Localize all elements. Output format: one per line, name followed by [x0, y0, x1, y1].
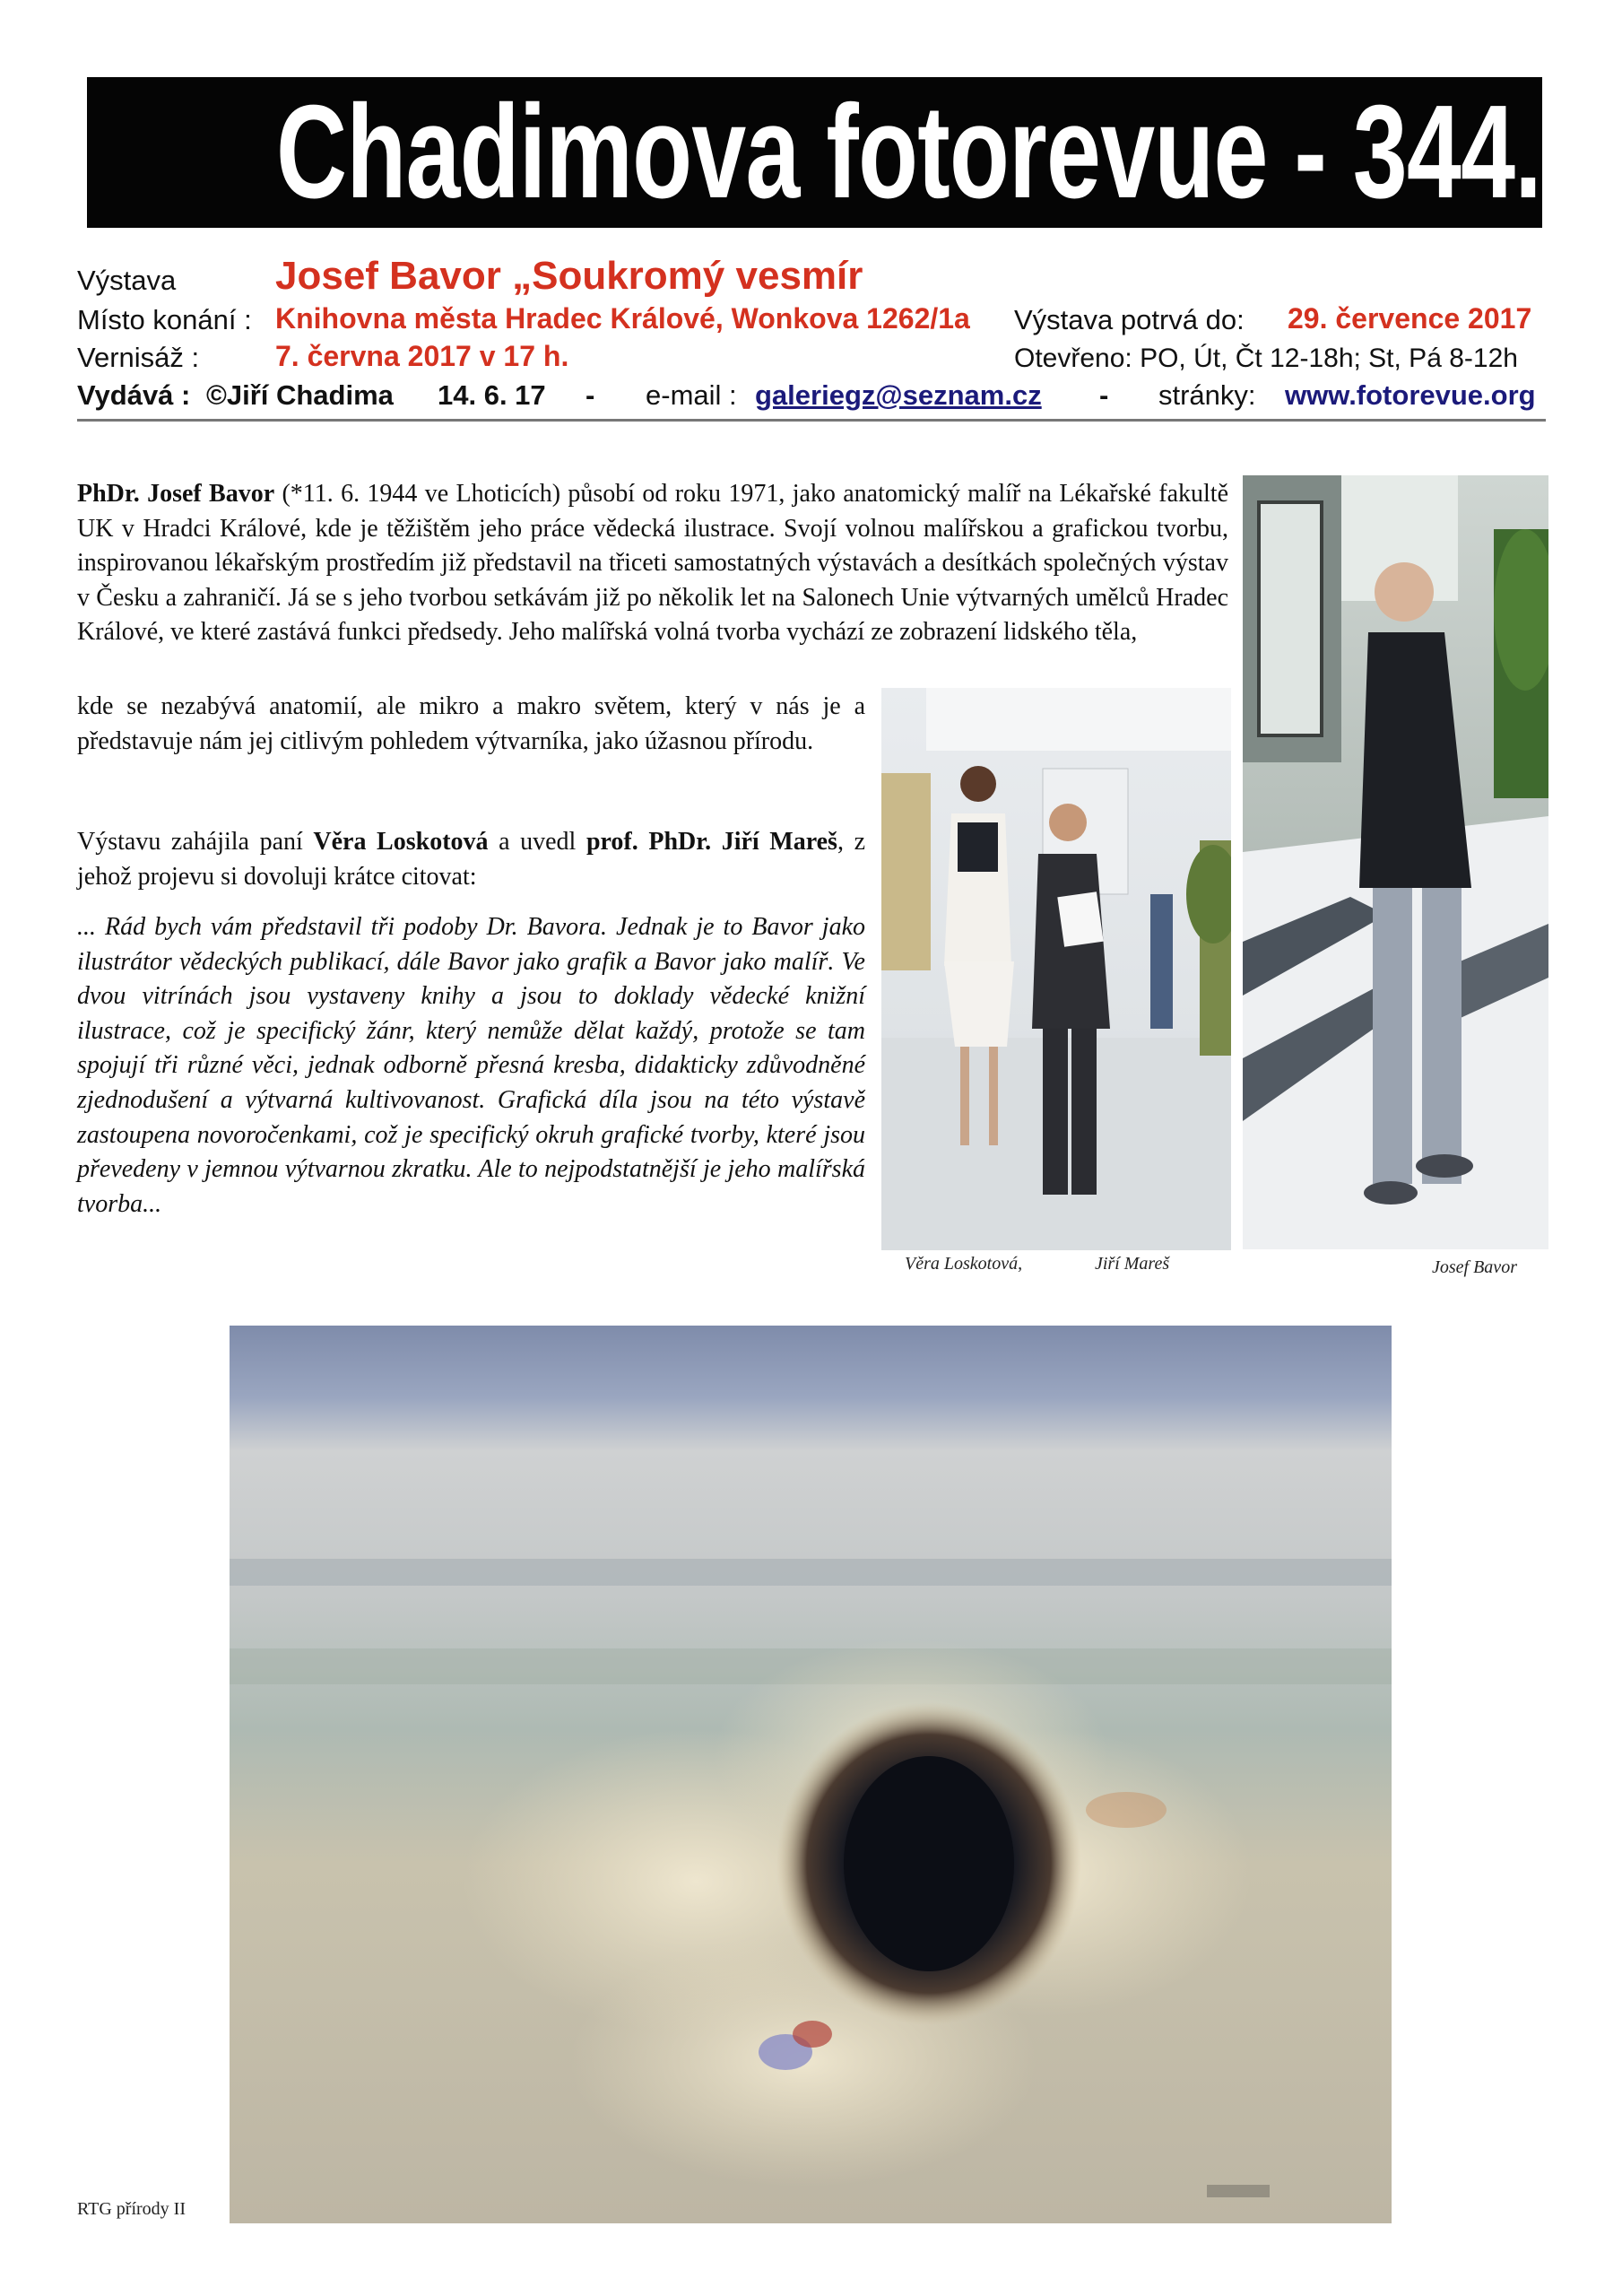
- photo-josef-bavor: [1243, 475, 1548, 1249]
- speaker-name-2: prof. PhDr. Jiří Mareš: [585, 828, 837, 856]
- painting-rtg-prirody: [230, 1326, 1392, 2223]
- end-date: 29. července 2017: [1288, 302, 1532, 335]
- photo-opening-speech: [881, 688, 1231, 1250]
- opening-date: 7. června 2017 v 17 h.: [275, 340, 569, 372]
- article-p2-text-b: a uvedl: [488, 828, 586, 856]
- misto-label: Místo konání :: [77, 304, 252, 335]
- article-paragraph-1b: [77, 690, 865, 759]
- issue-date: 14. 6. 17: [438, 379, 546, 411]
- email-link[interactable]: galeriegz@seznam.cz: [755, 379, 1042, 411]
- publisher: ©Jiří Chadima: [206, 379, 394, 411]
- speaker-name-1: Věra Loskotová: [313, 828, 489, 856]
- artist-name: PhDr. Josef Bavor: [77, 480, 275, 508]
- opening-hours: Otevřeno: PO, Út, Čt 12-18h; St, Pá 8-12h: [1014, 344, 1518, 373]
- quote-text: ... Rád bych vám představil tři podoby Dr. Bavora. Jednak je to Bavor jako ilustrátor vědeckých publikací, dále Bavor jako grafik a Bavor jako malíř. Ve dvou vitrínách jsou vystaveny knihy a jsou to doklady vědecké knižní ilustrace, což je specifický žánr, který nemůže dělat každý, protože se tam spojují tři různé věci, jednak odborně přesná kresba, didakticky zdůvodněné zjednodušení a výtvarná kultivovanost. Grafická díla jsou na této výstavě zastoupena novoročenkami, což je specifický okruh grafické tvorby, které jsou převedeny v jemnou výtvarnou zkratku. Ale to nejpodstatnější je jeho malířská tvorba...: [77, 913, 865, 1218]
- caption-photo-2: Josef Bavor: [1432, 1257, 1517, 1277]
- vydava-label: Vydává :: [77, 379, 191, 411]
- vystava-label: Výstava: [77, 265, 177, 296]
- header-divider: [77, 419, 1546, 422]
- article-p2-text: Výstavu zahájila paní: [77, 828, 314, 856]
- article-p2-text-c: , z jehož projevu si dovoluji krátce citovat:: [77, 828, 865, 891]
- potrva-label: Výstava potrvá do:: [1014, 304, 1245, 335]
- caption-photo-1a: Věra Loskotová,: [905, 1254, 1023, 1274]
- separator-dash: -: [585, 379, 595, 411]
- caption-photo-1b: Jiří Mareš: [1095, 1254, 1170, 1274]
- article-paragraph-2: [77, 825, 865, 894]
- web-link[interactable]: www.fotorevue.org: [1285, 379, 1536, 411]
- exhibition-title: Josef Bavor „Soukromý vesmír: [275, 254, 863, 298]
- separator-dash-2: -: [1099, 379, 1109, 411]
- page-title: Chadimova fotorevue - 344.: [275, 78, 1541, 226]
- article-p1-text: (*11. 6. 1944 ve Lhoticích) působí od roku 1971, jako anatomický malíř na Lékařské fakultě UK v Hradci Králové, kde je těžištěm jeho práce vědecká ilustrace. Svojí volnou malířskou a grafickou tvorbu, inspirovanou lékařským prostředím již představil na třiceti samostatných výstavách a desítkách společných výstav v Česku a zahraničí. Já se s jeho tvorbou setkávám již po několik let na Salonech Unie výtvarných umělců Hradec Králové, ve které zastává funkci předsedy. Jeho malířská volná tvorba vychází ze zobrazení lidského těla,: [77, 480, 1228, 647]
- article-paragraph-1: [77, 477, 1228, 650]
- vernisaz-label: Vernisáž :: [77, 342, 200, 373]
- article-p1b-text: kde se nezabývá anatomií, ale mikro a makro světem, který v nás je a představuje nám jej citlivým pohledem výtvarníka, jako úžasnou přírodu.: [77, 692, 865, 755]
- venue: Knihovna města Hradec Králové, Wonkova 1262/1a: [275, 302, 970, 335]
- web-label: stránky:: [1158, 379, 1256, 411]
- caption-painting: RTG přírody II: [77, 2199, 186, 2219]
- speech-quote: [77, 910, 865, 1222]
- title-banner: [87, 77, 1542, 228]
- email-label: e-mail :: [646, 379, 737, 411]
